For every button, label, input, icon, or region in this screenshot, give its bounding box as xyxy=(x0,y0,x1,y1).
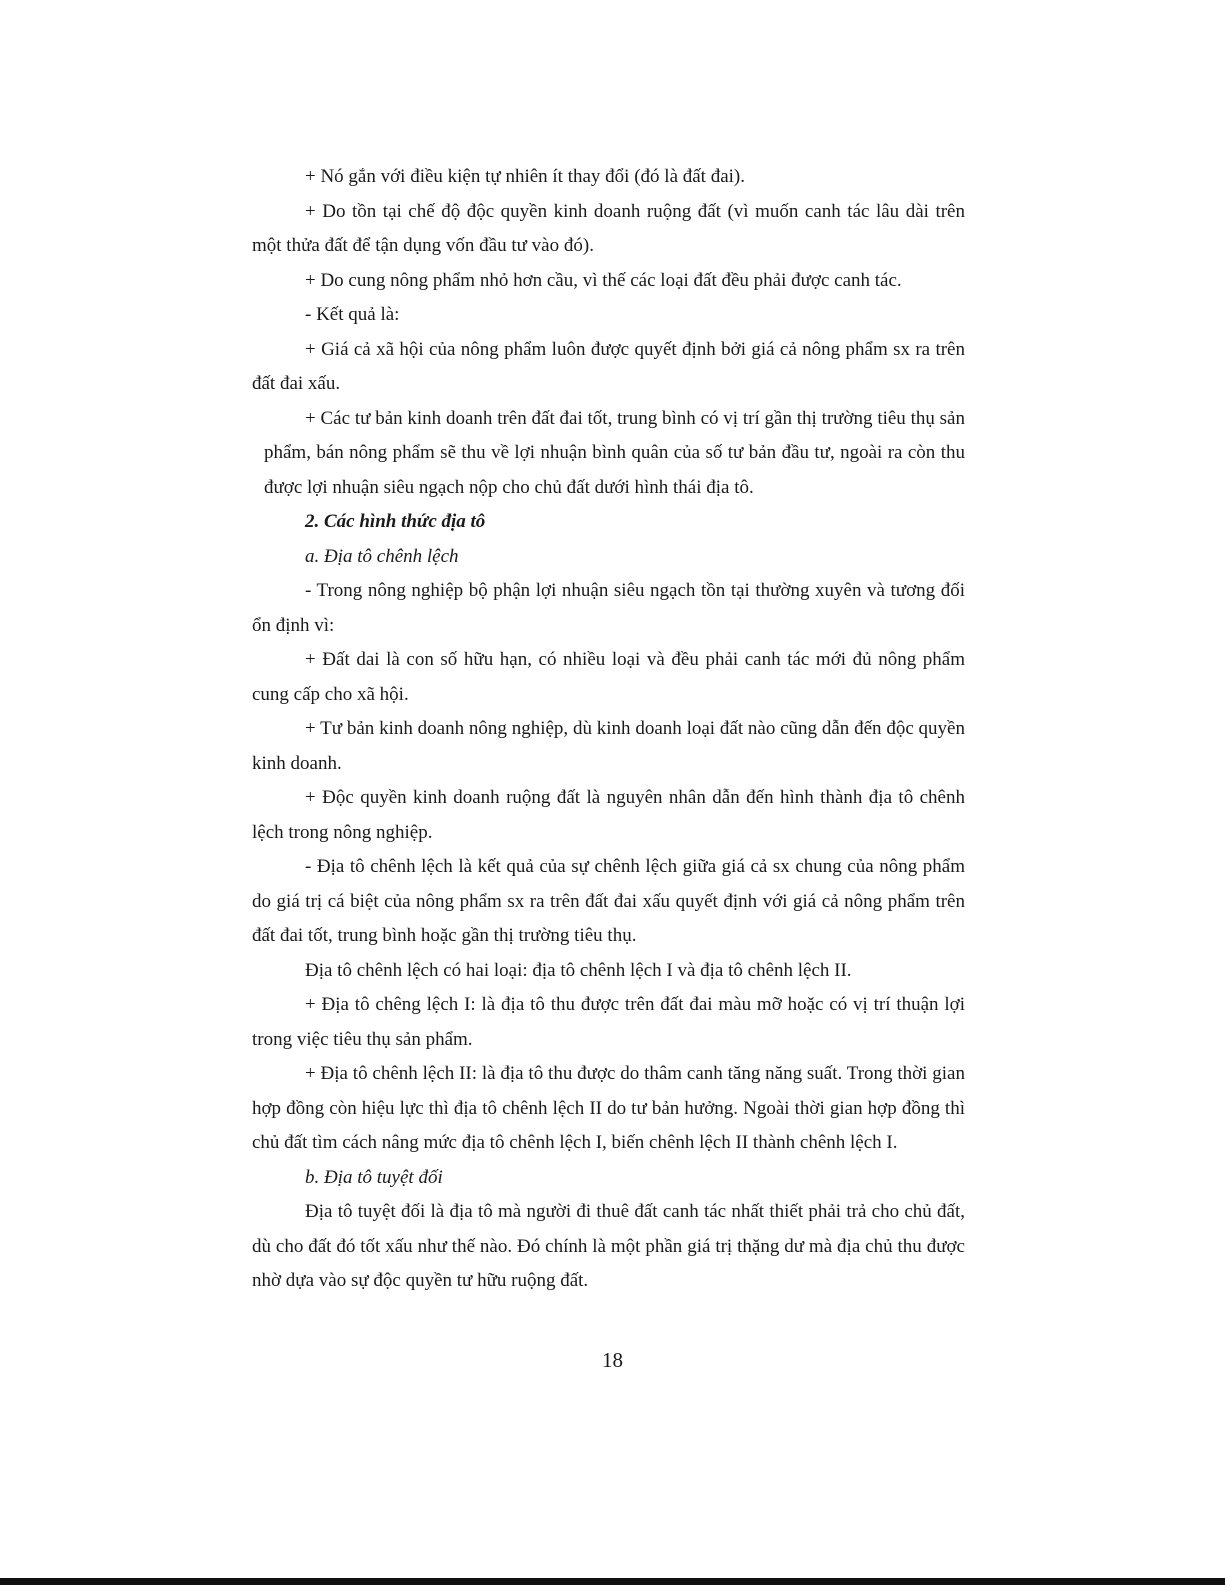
paragraph: + Đất dai là con số hữu hạn, có nhiều loại và đều phải canh tác mới đủ nông phẩm cung cấp cho xã hội. xyxy=(252,649,965,705)
section-heading: 2. Các hình thức địa tô xyxy=(305,511,486,532)
paragraph: + Độc quyền kinh doanh ruộng đất là nguyên nhân dẫn đến hình thành địa tô chênh lệch trong nông nghiệp. xyxy=(252,787,965,843)
document-body xyxy=(252,160,965,1299)
paragraph: - Trong nông nghiệp bộ phận lợi nhuận siêu ngạch tồn tại thường xuyên và tương đối ổn định vì: xyxy=(252,580,965,636)
paragraph: Địa tô chênh lệch có hai loại: địa tô chênh lệch I và địa tô chênh lệch II. xyxy=(305,959,852,981)
subheading-b: b. Địa tô tuyệt đối xyxy=(305,1166,443,1188)
paragraph: + Tư bản kinh doanh nông nghiệp, dù kinh doanh loại đất nào cũng dẫn đến độc quyền kinh doanh. xyxy=(252,718,965,774)
subheading-a: a. Địa tô chênh lệch xyxy=(305,545,459,567)
paragraph: - Địa tô chênh lệch là kết quả của sự chênh lệch giữa giá cả sx chung của nông phẩm do giá trị cá biệt của nông phẩm sx ra trên đất đai xấu quyết định với giá cả nông phẩm trên đất đai tốt, trung bình hoặc gần thị trường tiêu thụ. xyxy=(252,856,965,946)
paragraph: + Các tư bản kinh doanh trên đất đai tốt, trung bình có vị trí gần thị trường tiêu thụ sản phẩm, bán nông phẩm sẽ thu về lợi nhuận bình quân của số tư bản đầu tư, ngoài ra còn thu được lợi nhuận siêu ngạch nộp cho chủ đất dưới hình thái địa tô. xyxy=(264,407,965,498)
paragraph: - Kết quả là: xyxy=(305,304,400,325)
bottom-border xyxy=(0,1578,1225,1585)
paragraph: + Địa tô chênh lệch II: là địa tô thu được do thâm canh tăng năng suất. Trong thời gian hợp đồng còn hiệu lực thì địa tô chênh lệch II do tư bản hưởng. Ngoài thời gian hợp đồng thì chủ đất tìm cách nâng mức địa tô chênh lệch I, biến chênh lệch II thành chênh lệch I. xyxy=(252,1063,965,1153)
paragraph: Địa tô tuyệt đối là địa tô mà người đi thuê đất canh tác nhất thiết phải trả cho chủ đất, dù cho đất đó tốt xấu như thế nào. Đó chính là một phần giá trị thặng dư mà địa chủ thu được nhờ dựa vào sự độc quyền tư hữu ruộng đất. xyxy=(252,1201,965,1291)
paragraph: + Giá cả xã hội của nông phẩm luôn được quyết định bởi giá cả nông phẩm sx ra trên đất đai xấu. xyxy=(252,338,965,394)
paragraph: + Do cung nông phẩm nhỏ hơn cầu, vì thế các loại đất đều phải được canh tác. xyxy=(305,269,902,291)
paragraph: + Do tồn tại chế độ độc quyền kinh doanh ruộng đất (vì muốn canh tác lâu dài trên một thửa đất để tận dụng vốn đầu tư vào đó). xyxy=(252,200,965,256)
paragraph: + Nó gắn với điều kiện tự nhiên ít thay đổi (đó là đất đai). xyxy=(305,166,745,187)
paragraph: + Địa tô chêng lệch I: là địa tô thu được trên đất đai màu mỡ hoặc có vị trí thuận lợi trong việc tiêu thụ sản phẩm. xyxy=(252,994,965,1050)
page-number: 18 xyxy=(602,1348,623,1372)
